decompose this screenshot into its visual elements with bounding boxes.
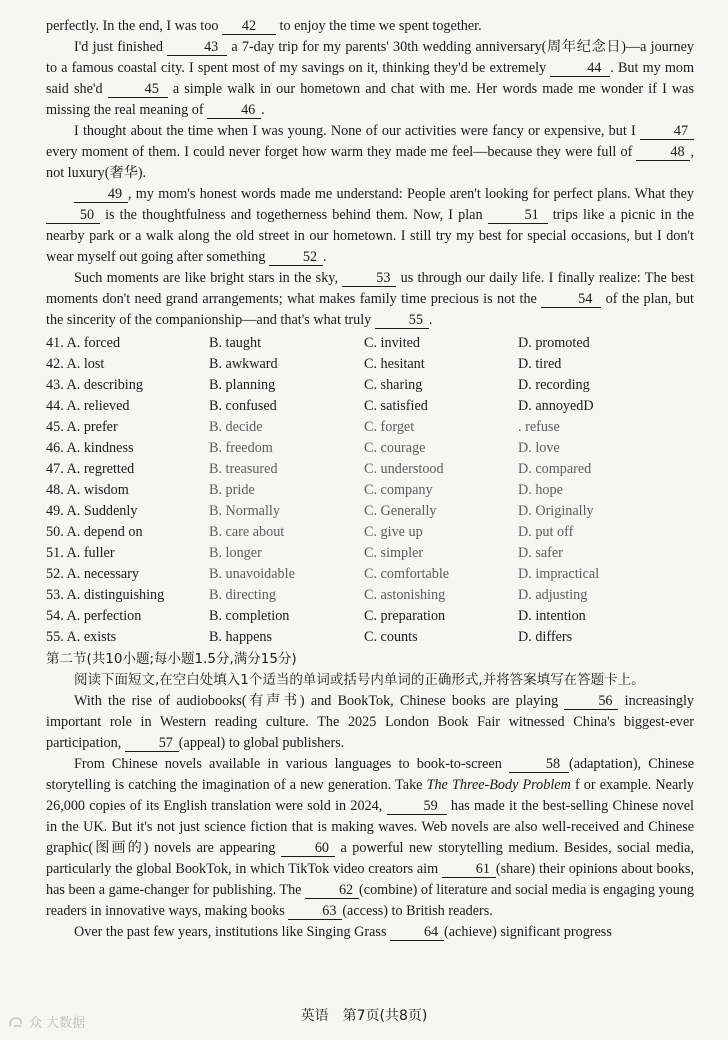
- option-a: 45. A. prefer: [46, 419, 118, 435]
- option-c: C. preparation: [364, 608, 446, 624]
- option-a: 54. A. perfection: [46, 608, 142, 624]
- option-a: 53. A. distinguishing: [46, 587, 165, 603]
- paragraph-text: is the thoughtfulness and togetherness behind them. Now, I plan: [100, 207, 488, 223]
- section-instructions: 阅读下面短文,在空白处填入1个适当的单词或括号内单词的正确形式,并将答案填写在答题卡上。: [74, 672, 645, 688]
- paragraph: [46, 184, 694, 268]
- watermark: [8, 1012, 85, 1031]
- answer-blank-45: 45: [108, 81, 168, 98]
- option-b: B. treasured: [209, 461, 278, 477]
- book-title: The Three-Body Problem: [426, 777, 571, 793]
- option-d: D. hope: [518, 482, 563, 498]
- option-b: B. awkward: [209, 356, 278, 372]
- paragraph-text: With the rise of audiobooks(有声书) and BookTok, Chinese books are playing: [74, 693, 565, 709]
- answer-blank-44: 44: [550, 60, 610, 77]
- option-c: C. sharing: [364, 377, 423, 393]
- option-a: 48. A. wisdom: [46, 482, 129, 498]
- option-b: B. directing: [209, 587, 276, 603]
- watermark-text: 众 大数据: [29, 1016, 86, 1031]
- paragraph-text: trips like a picnic in the nearby park or a walk along the old street in our hometown. I still try my best for special occasions, but I don't wear myself out going after something: [46, 207, 694, 265]
- paragraph-text: has made it the best-selling Chinese novel in the UK. But it's not just science fiction that is making waves. Web novels are also well-received and Chinese graphic(图画的) novels are appearing: [46, 798, 694, 856]
- option-d: D. love: [518, 440, 560, 456]
- page-content: [46, 16, 694, 943]
- paragraph-text: increasingly important role in Western reading culture. The 2025 London Book Fair witnessed China's biggest-ever participation,: [46, 693, 695, 751]
- option-a: 55. A. exists: [46, 629, 117, 645]
- option-c: C. invited: [364, 335, 420, 351]
- option-row: [46, 459, 694, 480]
- option-d: D. tired: [518, 356, 562, 372]
- option-b: B. longer: [209, 545, 262, 561]
- option-c: C. Generally: [364, 503, 437, 519]
- option-d: D. impractical: [518, 566, 600, 582]
- option-a: 49. A. Suddenly: [46, 503, 138, 519]
- paragraph: [46, 16, 694, 37]
- option-a: 52. A. necessary: [46, 566, 139, 582]
- paragraph-text: us through our daily life. I finally realize: The best moments don't need grand arrangements; what makes family time precious is not the: [46, 270, 694, 307]
- option-d: D. recording: [518, 377, 590, 393]
- option-c: C. give up: [364, 524, 423, 540]
- option-c: C. counts: [364, 629, 418, 645]
- option-a: 46. A. kindness: [46, 440, 134, 456]
- option-d: D. compared: [518, 461, 592, 477]
- answer-blank-47: 47: [640, 123, 694, 140]
- option-b: B. confused: [209, 398, 277, 414]
- option-b: B. taught: [209, 335, 262, 351]
- option-b: B. planning: [209, 377, 276, 393]
- paragraph-text: From Chinese novels available in various languages to book-to-screen: [74, 756, 510, 772]
- option-d: D. differs: [518, 629, 573, 645]
- option-b: B. freedom: [209, 440, 273, 456]
- option-d: D. adjusting: [518, 587, 588, 603]
- answer-blank-43: 43: [167, 39, 227, 56]
- section-title: 第二节(共10小题;每小题1.5分,满分15分): [46, 651, 297, 667]
- paragraph-text: .: [428, 312, 433, 328]
- answer-blank-51: 51: [488, 207, 548, 224]
- option-a: 47. A. regretted: [46, 461, 135, 477]
- paragraph-text: every moment of them. I could never forget how warm they made me feel—because they were full of: [46, 144, 637, 160]
- option-a: 43. A. describing: [46, 377, 143, 393]
- option-row: [46, 438, 694, 459]
- answer-blank-52: 52: [269, 249, 323, 266]
- paragraph-text: (combine) of literature and social media is engaging young readers in innovative ways, making books: [46, 882, 695, 919]
- answer-blank-42: 42: [222, 18, 276, 35]
- option-c: C. forget: [364, 419, 415, 435]
- option-d: . refuse: [518, 419, 560, 435]
- answer-blank-60: 60: [281, 840, 335, 857]
- paragraph-text: (share) their opinions about books, has been a game-changer for publishing. The: [46, 861, 695, 898]
- paragraph: [46, 121, 694, 184]
- paragraph: [46, 268, 694, 331]
- option-b: B. unavoidable: [209, 566, 295, 582]
- answer-blank-63: 63: [288, 903, 342, 920]
- option-a: 41. A. forced: [46, 335, 121, 351]
- option-row: [46, 354, 694, 375]
- paragraph-text: .: [323, 249, 327, 265]
- paragraph-text: I thought about the time when I was young. None of our activities were fancy or expensive, but I: [74, 123, 640, 139]
- option-a: 51. A. fuller: [46, 545, 115, 561]
- answer-blank-62: 62: [305, 882, 359, 899]
- option-a: 50. A. depend on: [46, 524, 143, 540]
- option-b: B. pride: [209, 482, 255, 498]
- option-c: C. hesitant: [364, 356, 425, 372]
- paragraph: [46, 691, 694, 754]
- option-c: C. courage: [364, 440, 426, 456]
- answer-blank-46: 46: [207, 102, 261, 119]
- answer-blank-53: 53: [342, 270, 396, 287]
- options-list: [46, 333, 694, 648]
- paragraph: [46, 754, 694, 922]
- answer-blank-59: 59: [387, 798, 447, 815]
- answer-blank-54: 54: [541, 291, 601, 308]
- option-c: C. satisfied: [364, 398, 428, 414]
- paragraph-text: .: [261, 102, 265, 118]
- paragraph-text: (adaptation), Chinese storytelling is catching the imagination of a new generation. Take: [46, 756, 694, 793]
- option-a: 42. A. lost: [46, 356, 105, 372]
- option-d: D. safer: [518, 545, 563, 561]
- option-row: [46, 606, 694, 627]
- paragraph-text: . But my mom said she'd: [46, 60, 694, 97]
- answer-blank-58: 58: [509, 756, 569, 773]
- option-row: [46, 480, 694, 501]
- paragraph-text: of the plan, but the sincerity of the companionship—and that's what truly: [46, 291, 694, 328]
- option-b: B. happens: [209, 629, 273, 645]
- paragraph-text: f or example. Nearly 26,000 copies of its English translation were sold in 2024,: [46, 777, 695, 814]
- option-row: [46, 396, 694, 417]
- option-c: C. understood: [364, 461, 444, 477]
- page-footer: 英语 第7页(共8页): [300, 1008, 428, 1024]
- answer-blank-55: 55: [375, 312, 429, 329]
- option-d: D. annoyedD: [518, 398, 594, 414]
- answer-blank-61: 61: [442, 861, 496, 878]
- paragraph-text: (appeal) to global publishers.: [178, 735, 345, 751]
- paragraph-text: , my mom's honest words made me understand: People aren't looking for perfect plans. What they: [128, 186, 694, 202]
- option-row: [46, 543, 694, 564]
- answer-blank-57: 57: [125, 735, 179, 752]
- paragraph-text: perfectly. In the end, I was too: [46, 18, 222, 34]
- cloze-passage: [46, 16, 694, 331]
- answer-blank-64: 64: [390, 924, 444, 941]
- paragraph-text: a powerful new storytelling medium. Besides, social media, particularly the global BookTok, in which TikTok video creators aim: [46, 840, 694, 877]
- paragraph-text: I'd just finished: [74, 39, 168, 55]
- paragraph-text: a 7-day trip for my parents' 30th wedding anniversary(周年纪念日)—a journey to a famous coastal city. I spent most of my savings on it, thinking they'd be extremely: [46, 39, 694, 76]
- answer-blank-49: 49: [74, 186, 128, 203]
- watermark-logo-icon: [8, 1015, 26, 1029]
- option-row: [46, 501, 694, 522]
- paragraph-text: , not luxury(奢华).: [46, 144, 694, 181]
- option-b: B. completion: [209, 608, 290, 624]
- answer-blank-48: 48: [636, 144, 690, 161]
- option-row: [46, 417, 694, 438]
- option-d: D. intention: [518, 608, 586, 624]
- paragraph-text: a simple walk in our hometown and chat with me. Her words made me wonder if I was missing the real meaning of: [46, 81, 694, 118]
- option-b: B. care about: [209, 524, 285, 540]
- answer-blank-56: 56: [564, 693, 618, 710]
- option-d: D. promoted: [518, 335, 590, 351]
- paragraph-text: Such moments are like bright stars in the sky,: [74, 270, 343, 286]
- paragraph: [46, 37, 694, 121]
- option-c: C. company: [364, 482, 433, 498]
- option-row: [46, 627, 694, 648]
- grammar-passage: [46, 691, 694, 943]
- paragraph-text: (achieve) significant progress: [444, 924, 612, 940]
- paragraph-text: Over the past few years, institutions like Singing Grass: [74, 924, 391, 940]
- option-b: B. Normally: [209, 503, 280, 519]
- option-row: [46, 522, 694, 543]
- option-d: D. Originally: [518, 503, 594, 519]
- option-row: [46, 585, 694, 606]
- option-row: [46, 564, 694, 585]
- option-a: 44. A. relieved: [46, 398, 130, 414]
- option-c: C. comfortable: [364, 566, 450, 582]
- answer-blank-50: 50: [46, 207, 100, 224]
- option-d: D. put off: [518, 524, 574, 540]
- option-row: [46, 333, 694, 354]
- option-row: [46, 375, 694, 396]
- paragraph: [46, 922, 694, 943]
- option-b: B. decide: [209, 419, 263, 435]
- paragraph-text: (access) to British readers.: [342, 903, 493, 919]
- paragraph-text: to enjoy the time we spent together.: [275, 18, 482, 34]
- option-c: C. astonishing: [364, 587, 446, 603]
- option-c: C. simpler: [364, 545, 424, 561]
